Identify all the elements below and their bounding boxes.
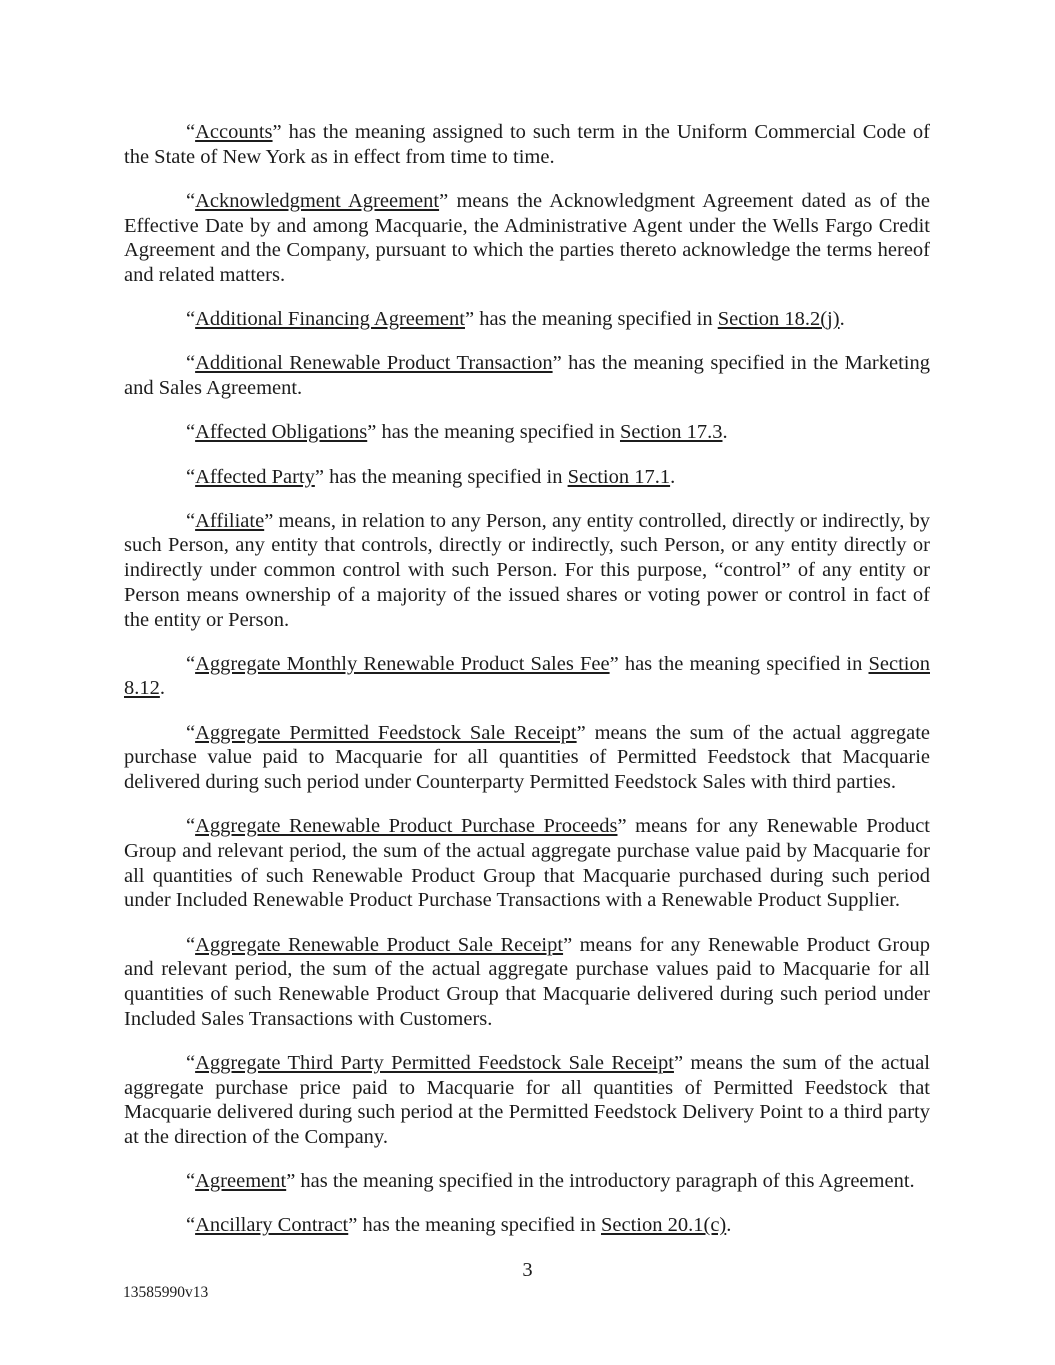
text-run: “ bbox=[186, 121, 196, 143]
section-reference: Section 18.2(j) bbox=[717, 308, 840, 331]
defined-term: Aggregate Third Party Permitted Feedstock Sale Receipt bbox=[195, 1051, 674, 1074]
definition-paragraph bbox=[124, 189, 930, 288]
definition-paragraph bbox=[124, 351, 930, 400]
document-version-id: 13585990v13 bbox=[123, 1284, 209, 1301]
definition-paragraph bbox=[124, 120, 930, 169]
defined-term: Additional Financing Agreement bbox=[195, 308, 465, 331]
text-run: “ bbox=[186, 1170, 196, 1193]
text-run: ” has the meaning specified in the Marketing and Sales Agreement. bbox=[124, 352, 931, 400]
definition-paragraph bbox=[124, 652, 930, 701]
text-run: ” has the meaning specified in the introductory paragraph of this Agreement. bbox=[286, 1170, 915, 1193]
text-run: “ bbox=[186, 421, 196, 444]
definition-paragraph bbox=[124, 509, 930, 633]
text-run: ” has the meaning specified in bbox=[314, 465, 568, 488]
defined-term: Ancillary Contract bbox=[195, 1214, 349, 1237]
text-run: ” means, in relation to any Person, any entity controlled, directly or indirectly, by such Person, any entity that controls, directly or indirectly, such Person, or any entity directly or indirectly under common control with such Person. For this purpose, “control” of any entity or Person means ownership of a majority of the issued shares or voting power or control in fact of the entity or Person. bbox=[124, 509, 930, 631]
defined-term: Accounts bbox=[195, 121, 273, 143]
text-run: “ bbox=[186, 652, 196, 675]
definition-paragraph bbox=[124, 814, 930, 913]
text-run: . bbox=[722, 421, 728, 444]
text-run: . bbox=[726, 1214, 732, 1237]
definition-paragraph bbox=[124, 1051, 930, 1150]
text-run: “ bbox=[186, 465, 196, 488]
page-number: 3 bbox=[522, 1259, 533, 1281]
text-run: ” has the meaning specified in bbox=[609, 652, 869, 675]
text-run: ” has the meaning specified in bbox=[348, 1214, 601, 1237]
definition-paragraph bbox=[124, 1169, 930, 1194]
text-run: “ bbox=[186, 933, 196, 956]
definitions-list bbox=[124, 120, 930, 1238]
defined-term: Aggregate Permitted Feedstock Sale Receipt bbox=[195, 721, 577, 744]
text-run: . bbox=[839, 308, 845, 331]
text-run: ” means for any Renewable Product Group and relevant period, the sum of the actual aggregate purchase values paid to Macquarie for all quantities of such Renewable Product Group that Macquarie delivered during such period under Included Sales Transactions with Customers. bbox=[124, 933, 930, 1030]
defined-term: Affiliate bbox=[195, 509, 265, 532]
text-run: ” has the meaning specified in bbox=[464, 308, 718, 331]
text-run: ” means the sum of the actual aggregate purchase value paid to Macquarie for all quantities of Permitted Feedstock that Macquarie delivered during such period under Counterparty Permitted Feedstock Sales with third parties. bbox=[124, 721, 930, 794]
section-reference: Section 20.1(c) bbox=[601, 1214, 727, 1237]
section-reference: Section 17.3 bbox=[619, 421, 723, 444]
definition-paragraph bbox=[124, 933, 930, 1032]
text-run: “ bbox=[186, 308, 196, 331]
definition-paragraph bbox=[124, 420, 930, 445]
text-run: “ bbox=[186, 1214, 196, 1237]
definition-paragraph bbox=[124, 465, 930, 490]
text-run: ” means the sum of the actual aggregate purchase price paid to Macquarie for all quantities of Permitted Feedstock that Macquarie delivered during such period at the Permitted Feedstock Delivery Point to a third party at the direction of the Company. bbox=[124, 1051, 930, 1148]
text-run: “ bbox=[186, 352, 196, 375]
text-run: ” has the meaning specified in bbox=[367, 421, 620, 444]
text-run: . bbox=[159, 677, 165, 700]
defined-term: Affected Party bbox=[195, 465, 315, 488]
definition-paragraph bbox=[124, 307, 930, 332]
defined-term: Aggregate Renewable Product Sale Receipt bbox=[195, 933, 564, 956]
definition-paragraph bbox=[124, 1213, 930, 1238]
section-reference: Section 17.1 bbox=[567, 465, 671, 488]
text-run: ” has the meaning assigned to such term in the Uniform Commercial Code of the State of New York as in effect from time to time. bbox=[124, 121, 930, 168]
defined-term: Affected Obligations bbox=[195, 421, 368, 444]
text-run: “ bbox=[186, 1051, 196, 1074]
definition-paragraph bbox=[124, 721, 930, 795]
text-run: “ bbox=[186, 189, 196, 212]
text-run: ” means for any Renewable Product Group and relevant period, the sum of the actual aggregate purchase value paid by Macquarie for all quantities of such Renewable Product Group that Macquarie purchased during such period under Included Renewable Product Purchase Transactions with a Renewable Product Supplier. bbox=[124, 815, 930, 912]
defined-term: Acknowledgment Agreement bbox=[195, 189, 440, 212]
defined-term: Agreement bbox=[195, 1170, 287, 1193]
section-reference: Section 8.12 bbox=[124, 652, 930, 700]
defined-term: Additional Renewable Product Transaction bbox=[195, 352, 553, 375]
text-run: ” means the Acknowledgment Agreement dated as of the Effective Date by and among Macquarie, the Administrative Agent under the Wells Fargo Credit Agreement and the Company, pursuant to which the parties thereto acknowledge the terms hereof and related matters. bbox=[124, 189, 930, 287]
text-run: “ bbox=[186, 721, 196, 744]
defined-term: Aggregate Renewable Product Purchase Proceeds bbox=[195, 815, 618, 838]
text-run: “ bbox=[186, 815, 196, 838]
text-run: “ bbox=[186, 509, 196, 532]
text-run: . bbox=[670, 465, 676, 488]
defined-term: Aggregate Monthly Renewable Product Sales Fee bbox=[195, 652, 610, 675]
